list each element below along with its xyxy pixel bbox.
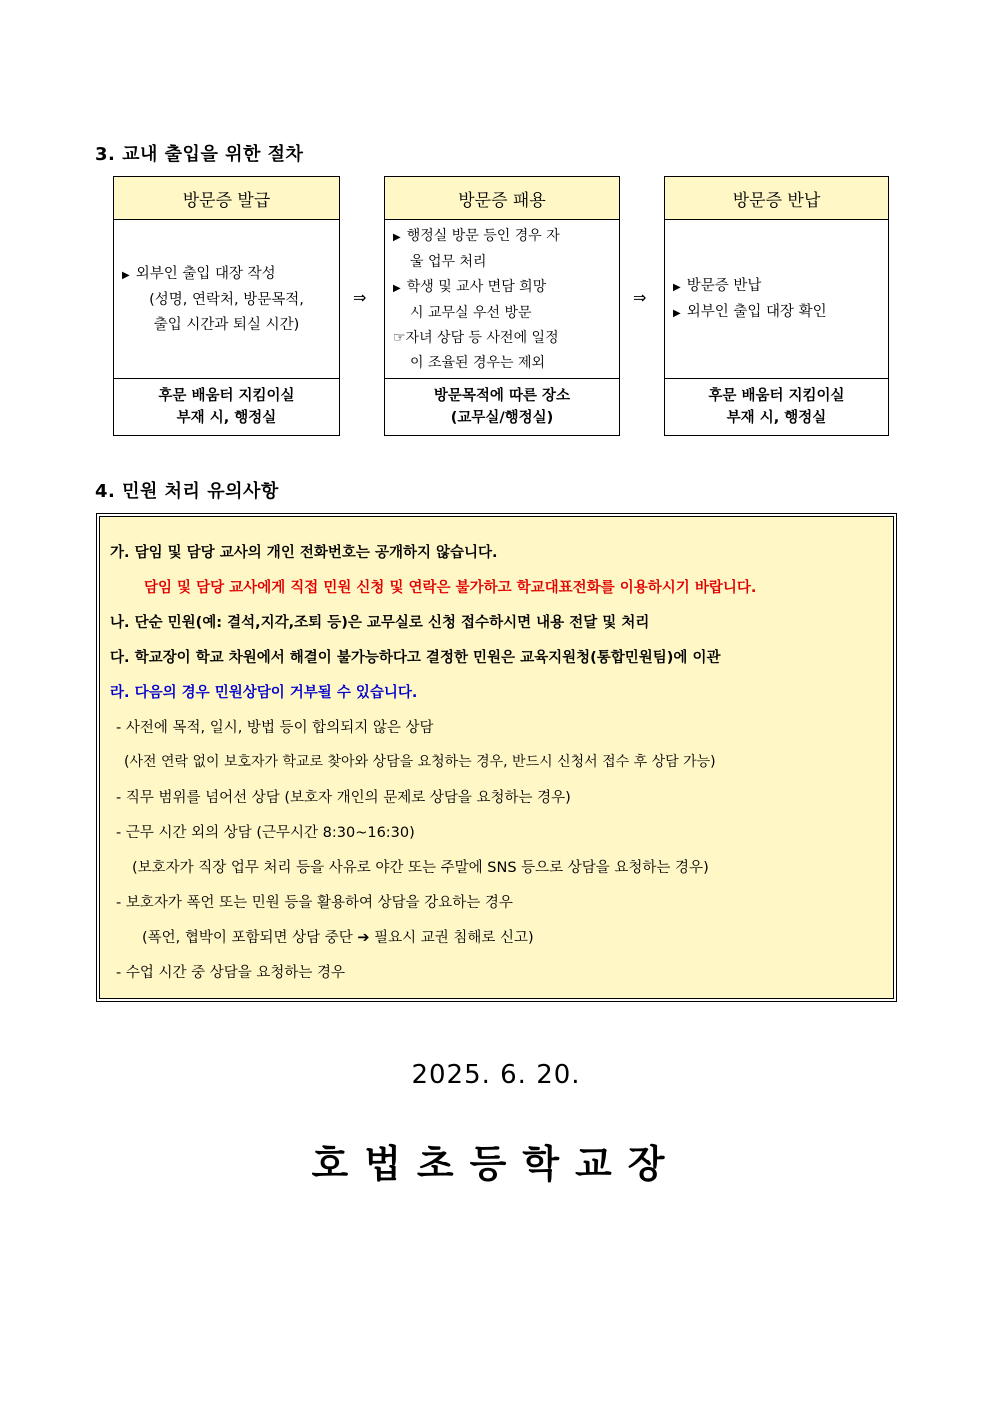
bullet-triangle-icon: ▶ [122,269,130,281]
bullet-triangle-icon: ▶ [393,282,401,294]
complaint-notice-box [96,513,897,1002]
step-footer [385,378,619,435]
step-body-line: 시 교무실 우선 방문 [410,304,532,321]
step-footer-line: 부재 시, 행정실 [176,410,277,426]
document-date: 2025. 6. 20. [411,1060,581,1090]
step-title: 방문증 발급 [114,177,339,220]
step-footer [114,378,339,435]
step-footer-line: 방문목적에 따른 장소 [433,388,571,404]
step-footer-line: (교무실/행정실) [450,410,554,426]
step-body [665,219,888,380]
step-footer-line: 부재 시, 행정실 [726,410,827,426]
step-issue-pass-box [113,176,340,436]
step-body-line: 외부인 출입 대장 확인 [686,303,827,320]
notice-line: - 직무 범위를 넘어선 상담 (보호자 개인의 문제로 상담을 요청하는 경우) [116,790,571,806]
step-wear-pass-box [384,176,620,436]
notice-line: - 수업 시간 중 상담을 요청하는 경우 [116,965,345,981]
notice-line: (보호자가 직장 업무 처리 등을 사유로 야간 또는 주말에 SNS 등으로 상담을 요청하는 경우) [132,860,709,876]
notice-line: (폭언, 협박이 포함되면 상담 중단 ➔ 필요시 교권 침해로 신고) [142,930,534,946]
notice-line-highlight: 라. 다음의 경우 민원상담이 거부될 수 있습니다. [110,685,418,701]
bullet-triangle-icon: ▶ [673,281,681,293]
notice-panel [99,516,894,999]
step-body [385,219,619,380]
notice-line-warning: 담임 및 담당 교사에게 직접 민원 신청 및 연락은 불가하고 학교대표전화를 이용하시기 바랍니다. [144,580,757,596]
signature-principal: 호법초등학교장 [311,1142,681,1186]
notice-line: (사전 연락 없이 보호자가 학교로 찾아와 상담을 요청하는 경우, 반드시 신청서 접수 후 상담 가능) [124,754,716,770]
section-4-heading: 4. 민원 처리 유의사항 [95,481,279,502]
step-body-line: 학생 및 교사 면담 희망 [406,278,547,295]
step-return-pass-box [664,176,889,436]
step-body-line: 출입 시간과 퇴실 시간) [153,316,300,333]
step-body-line: (성명, 연락처, 방문목적, [149,291,304,308]
step-body [114,219,339,380]
bullet-triangle-icon: ▶ [673,307,681,319]
step-body-line: 울 업무 처리 [410,253,487,270]
step-body-line: 방문증 반납 [686,277,762,294]
step-title: 방문증 패용 [385,177,619,220]
step-body-line: 이 조율된 경우는 제외 [410,354,546,371]
step-footer [665,378,888,435]
right-arrow-icon: ⇒ [633,288,647,307]
bullet-triangle-icon: ▶ [393,231,401,243]
step-body-line: ☞자녀 상담 등 사전에 일정 [393,329,559,346]
section-3-heading: 3. 교내 출입을 위한 절차 [95,144,304,165]
notice-line: - 사전에 목적, 일시, 방법 등이 합의되지 않은 상담 [116,720,434,736]
step-body-line: 외부인 출입 대장 작성 [135,265,276,282]
step-title: 방문증 반납 [665,177,888,220]
notice-line: 다. 학교장이 학교 차원에서 해결이 불가능하다고 결정한 민원은 교육지원청(통합민원팀)에 이관 [110,650,721,666]
notice-line: - 근무 시간 외의 상담 (근무시간 8:30~16:30) [116,825,415,841]
step-footer-line: 후문 배움터 지킴이실 [158,388,295,404]
notice-line: 나. 단순 민원(예: 결석,지각,조퇴 등)은 교무실로 신청 접수하시면 내용 전달 및 처리 [110,615,650,631]
step-body-line: 행정실 방문 등인 경우 자 [406,227,560,244]
right-arrow-icon: ⇒ [353,288,367,307]
notice-line: 가. 담임 및 담당 교사의 개인 전화번호는 공개하지 않습니다. [110,545,498,561]
step-footer-line: 후문 배움터 지킴이실 [708,388,845,404]
notice-line: - 보호자가 폭언 또는 민원 등을 활용하여 상담을 강요하는 경우 [116,895,513,911]
